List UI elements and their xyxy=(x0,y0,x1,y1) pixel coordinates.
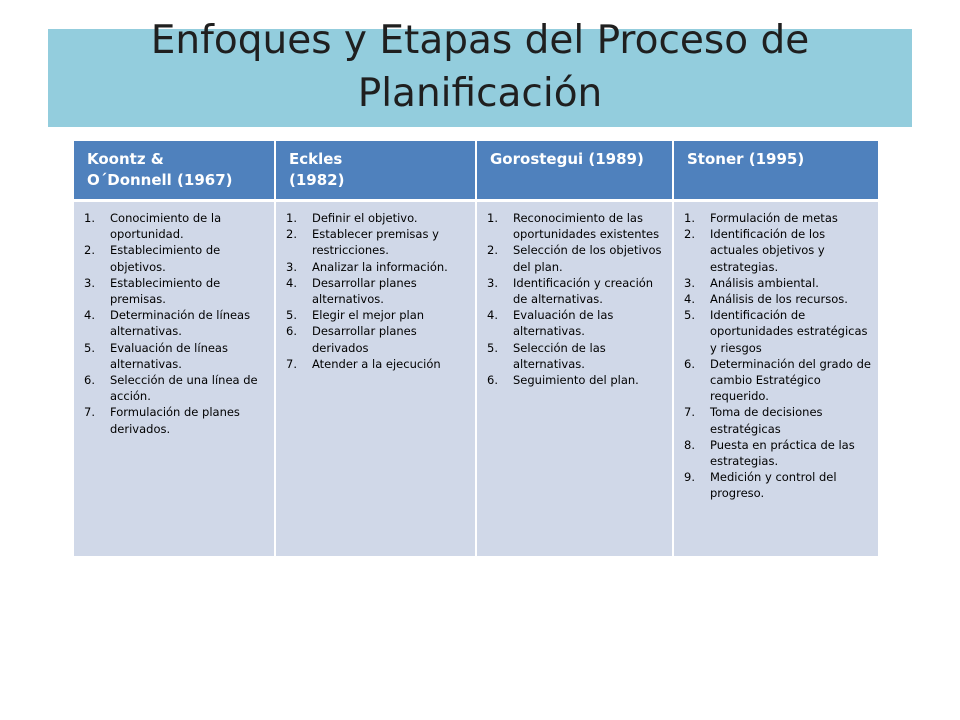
list-item xyxy=(487,340,666,372)
list-item-text: Identificación y creación de alternativas. xyxy=(513,275,654,307)
list-item-number: 4. xyxy=(84,308,95,323)
list-item-text: Evaluación de líneas alternativas. xyxy=(110,340,228,371)
steps-list xyxy=(487,210,666,388)
list-item-text: Conocimiento de la oportunidad. xyxy=(110,211,222,242)
list-item-text: Atender a la ejecución xyxy=(312,356,441,371)
list-item xyxy=(684,307,872,356)
list-item-number: 3. xyxy=(487,275,498,290)
list-item-number: 6. xyxy=(84,373,95,388)
list-item xyxy=(84,340,268,372)
list-item-number: 7. xyxy=(684,405,695,420)
list-item xyxy=(286,210,469,226)
list-item-text: Identificación de oportunidades estratégicas y riesgos xyxy=(710,308,868,355)
list-item-number: 5. xyxy=(286,308,297,323)
steps-cell-gorostegui xyxy=(476,201,673,556)
list-item xyxy=(84,210,268,242)
list-item-text: Análisis ambiental. xyxy=(710,275,819,290)
list-item-text: Establecer premisas y restricciones. xyxy=(312,227,439,258)
list-item-number: 2. xyxy=(487,243,498,258)
list-item-number: 6. xyxy=(684,356,695,371)
list-item xyxy=(487,372,666,388)
header-line: Koontz & xyxy=(87,150,164,168)
list-item xyxy=(487,242,666,274)
list-item xyxy=(684,356,872,405)
list-item xyxy=(684,210,872,226)
list-item-text: Evaluación de las alternativas. xyxy=(513,308,614,339)
list-item xyxy=(286,307,469,323)
list-item xyxy=(684,404,872,436)
steps-cell-stoner xyxy=(673,201,878,556)
list-item-text: Formulación de planes derivados. xyxy=(110,405,240,436)
list-item-number: 4. xyxy=(286,275,297,290)
list-item xyxy=(84,372,268,404)
steps-list xyxy=(84,210,268,437)
list-item xyxy=(286,356,469,372)
list-item-number: 1. xyxy=(84,211,95,225)
list-item-number: 2. xyxy=(84,243,95,258)
header-line: O´Donnell (1967) xyxy=(87,171,233,189)
list-item-text: Selección de las alternativas. xyxy=(513,340,606,371)
list-item xyxy=(286,323,469,355)
steps-cell-eckles xyxy=(275,201,476,556)
list-item-number: 2. xyxy=(286,227,297,242)
list-item-number: 8. xyxy=(684,437,695,452)
list-item-number: 7. xyxy=(84,405,95,420)
list-item-text: Selección de los objetivos del plan. xyxy=(513,243,662,274)
list-item xyxy=(487,275,666,307)
list-item-text: Establecimiento de objetivos. xyxy=(110,243,221,274)
column-header-gorostegui xyxy=(476,141,673,201)
list-item-number: 1. xyxy=(286,211,297,225)
header-row xyxy=(74,141,878,201)
list-item xyxy=(286,259,469,275)
column-header-stoner xyxy=(673,141,878,201)
list-item xyxy=(84,242,268,274)
steps-list xyxy=(684,210,872,502)
list-item xyxy=(84,275,268,307)
list-item-text: Definir el objetivo. xyxy=(312,211,418,225)
list-item xyxy=(684,226,872,275)
list-item-number: 1. xyxy=(487,211,498,225)
list-item xyxy=(84,307,268,339)
list-item xyxy=(684,437,872,469)
list-item-number: 3. xyxy=(84,275,95,290)
list-item-text: Puesta en práctica de las estrategias. xyxy=(710,437,855,469)
header-line: Stoner (1995) xyxy=(687,150,805,168)
list-item xyxy=(487,307,666,339)
list-item-number: 5. xyxy=(84,340,95,355)
header-line: Gorostegui (1989) xyxy=(490,150,644,168)
list-item xyxy=(286,275,469,307)
column-header-eckles xyxy=(275,141,476,201)
list-item xyxy=(684,291,872,307)
list-item-text: Seguimiento del plan. xyxy=(513,373,639,388)
list-item-text: Reconocimiento de las oportunidades existentes xyxy=(513,211,660,242)
list-item xyxy=(684,275,872,291)
list-item-text: Analizar la información. xyxy=(312,259,448,274)
list-item-text: Establecimiento de premisas. xyxy=(110,275,221,307)
list-item-number: 2. xyxy=(684,227,695,242)
list-item-text: Identificación de los actuales objetivos y estrategias. xyxy=(710,227,826,274)
list-item xyxy=(286,226,469,258)
list-item-text: Desarrollar planes derivados xyxy=(312,324,417,355)
list-item-text: Elegir el mejor plan xyxy=(312,308,425,323)
list-item xyxy=(84,404,268,436)
list-item-number: 6. xyxy=(487,373,498,388)
column-header-koontz xyxy=(74,141,275,201)
list-item-number: 6. xyxy=(286,324,297,339)
steps-row xyxy=(74,201,878,556)
list-item xyxy=(487,210,666,242)
list-item xyxy=(684,469,872,501)
steps-cell-koontz xyxy=(74,201,275,556)
slide-title: Enfoques y Etapas del Proceso de Planificación xyxy=(150,18,810,116)
list-item-number: 4. xyxy=(487,308,498,323)
list-item-text: Formulación de metas xyxy=(710,211,838,225)
list-item-number: 4. xyxy=(684,292,695,307)
list-item-text: Desarrollar planes alternativos. xyxy=(312,275,417,307)
list-item-number: 1. xyxy=(684,211,695,225)
list-item-number: 7. xyxy=(286,356,297,371)
header-line: (1982) xyxy=(289,171,345,189)
list-item-text: Determinación del grado de cambio Estratégico requerido. xyxy=(710,356,871,404)
approaches-table xyxy=(74,141,878,556)
list-item-text: Medición y control del progreso. xyxy=(710,470,837,501)
list-item-number: 3. xyxy=(684,275,695,290)
list-item-number: 3. xyxy=(286,259,297,274)
list-item-text: Determinación de líneas alternativas. xyxy=(110,308,251,339)
steps-list xyxy=(286,210,469,372)
header-line: Eckles xyxy=(289,150,343,168)
list-item-text: Toma de decisiones estratégicas xyxy=(710,405,823,436)
list-item-number: 9. xyxy=(684,470,695,485)
list-item-text: Selección de una línea de acción. xyxy=(110,373,258,404)
list-item-number: 5. xyxy=(487,340,498,355)
list-item-number: 5. xyxy=(684,308,695,323)
list-item-text: Análisis de los recursos. xyxy=(710,292,848,307)
